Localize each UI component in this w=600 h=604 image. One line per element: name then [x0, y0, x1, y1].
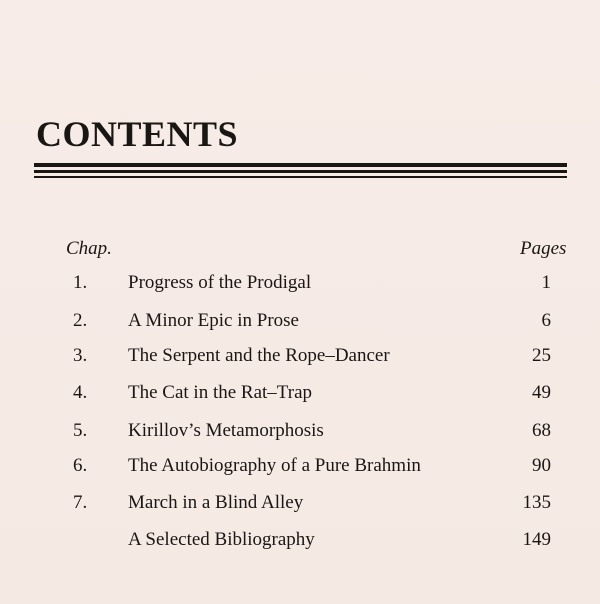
- chapter-title: The Autobiography of a Pure Brahmin: [128, 455, 421, 476]
- chapter-title: March in a Blind Alley: [128, 492, 304, 513]
- chapter-number: 5.: [73, 420, 88, 441]
- chapter-title: The Serpent and the Rope–Dancer: [128, 345, 390, 366]
- page-number: 1: [541, 272, 551, 293]
- page-number: 149: [522, 529, 551, 550]
- page-title: CONTENTS: [36, 114, 239, 154]
- chapter-title: Progress of the Prodigal: [128, 272, 312, 293]
- pages-column-header: Pages: [520, 238, 567, 259]
- chapter-title: The Cat in the Rat–Trap: [128, 382, 312, 403]
- toc-entry[interactable]: [0, 492, 600, 520]
- toc-entry[interactable]: [0, 345, 600, 373]
- chapter-title: A Minor Epic in Prose: [128, 310, 299, 331]
- chapter-number: 7.: [73, 492, 88, 513]
- page-number: 25: [532, 345, 551, 366]
- title-rule-bottom: [34, 176, 567, 178]
- page-number: 90: [532, 455, 551, 476]
- chapter-number: 2.: [73, 310, 88, 331]
- chapter-number: 4.: [73, 382, 88, 403]
- page-number: 135: [522, 492, 551, 513]
- toc-entry[interactable]: [0, 272, 600, 300]
- page-number: 49: [532, 382, 551, 403]
- chapter-title: A Selected Bibliography: [128, 529, 315, 550]
- toc-entry[interactable]: [0, 529, 600, 557]
- toc-entry[interactable]: [0, 382, 600, 410]
- chapter-number: 3.: [73, 345, 88, 366]
- chapter-number: 1.: [73, 272, 88, 293]
- chapter-number: 6.: [73, 455, 88, 476]
- title-rule-middle: [34, 170, 567, 173]
- title-rule-top: [34, 163, 567, 167]
- chapter-column-header: Chap.: [66, 238, 112, 259]
- toc-entry[interactable]: [0, 310, 600, 338]
- toc-entry[interactable]: [0, 420, 600, 448]
- toc-entry[interactable]: [0, 455, 600, 483]
- page-number: 68: [532, 420, 551, 441]
- chapter-title: Kirillov’s Metamorphosis: [128, 420, 324, 441]
- page-number: 6: [541, 310, 551, 331]
